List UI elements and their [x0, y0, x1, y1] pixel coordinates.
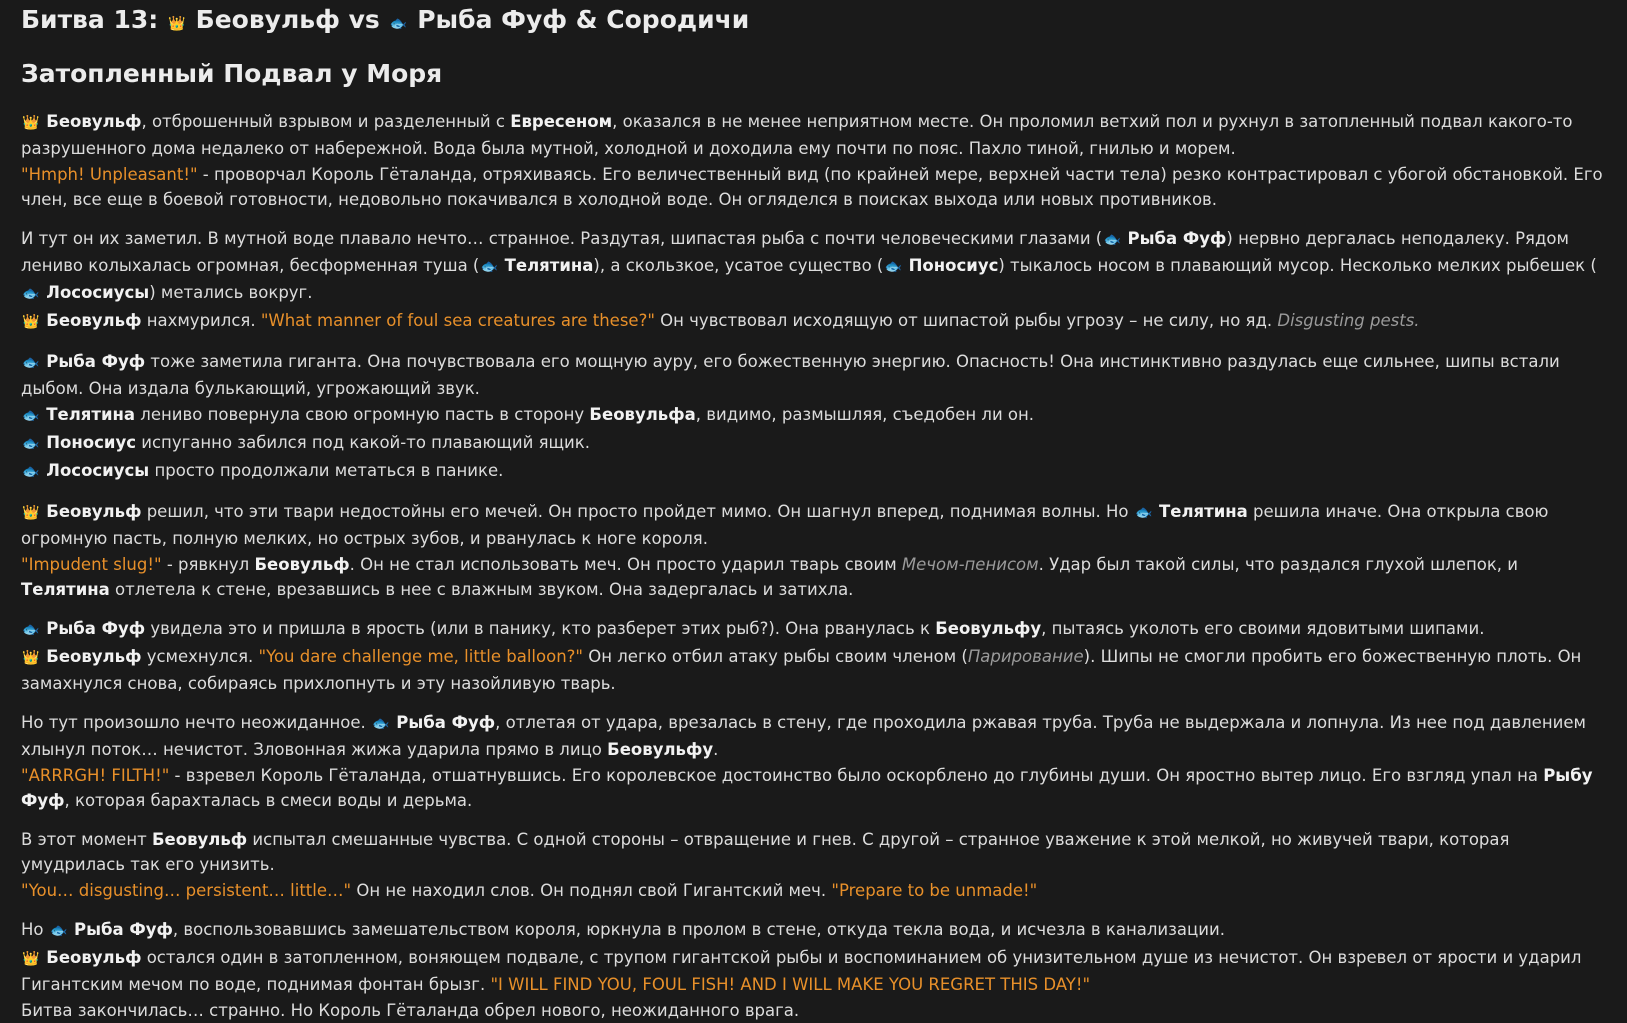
fish-icon: 🐟: [50, 923, 68, 939]
paragraph: 🐟 Поносиус испуганно забился под какой-то плавающий ящик.: [21, 430, 1607, 457]
crown-icon: 👑: [22, 314, 40, 330]
fish-icon: 🐟: [22, 464, 40, 480]
paragraph: 🐟 Телятина лениво повернула свою огромную пасть в сторону Беовульфа, видимо, размышляя, съедобен ли он.: [21, 402, 1607, 429]
paragraph: "Hmph! Unpleasant!" - проворчал Король Гёталанда, отряхиваясь. Его величественный вид (по крайней мере, верхней части тела) резко контрастировал с убогой обстановкой. Его член, все еще в боевой готовности, недовольно покачивался в холодной воде. Он огляделся в поисках выхода или новых противников.: [21, 165, 1603, 209]
fish-icon: 🐟: [480, 259, 499, 275]
paragraph: Битва закончилась… странно. Но Король Гёталанда обрел нового, неожиданного врага.: [21, 1001, 800, 1020]
paragraph: Но тут произошло нечто неожиданное. 🐟 Рыба Фуф, отлетая от удара, врезалась в стену, где проходила ржавая труба. Труба не выдержала и лопнула. Из нее под давлением хлынул поток… нечистот. Зловонная жижа ударила прямо в лицо Беовульфу.: [21, 713, 1586, 759]
paragraph: 🐟 Рыба Фуф тоже заметила гиганта. Она почувствовала его мощную ауру, его божественную энергию. Опасность! Она инстинктивно раздулась еще сильнее, шипы встали дыбом. Она издала булькающий, угрожающий звук.: [21, 352, 1560, 398]
crown-icon: 👑: [22, 650, 40, 666]
page-subtitle: Затопленный Подвал у Моря: [21, 59, 443, 88]
fish-icon: 🐟: [22, 436, 40, 452]
paragraph: 👑 Беовульф остался один в затопленном, воняющем подвале, с трупом гигантской рыбы и воспоминанием об унизительном душе из нечистот. Он взревел от ярости и ударил Гигантским мечом по воде, поднимая фонтан брызг. "I WILL FIND YOU, FOUL FISH! AND I WILL MAKE YOU REGRET THIS DAY!": [21, 948, 1582, 994]
paragraph: 👑 Беовульф нахмурился. "What manner of foul sea creatures are these?" Он чувствовал исходящую от шипастой рыбы угрозу – не силу, но яд. Disgusting pests.: [21, 308, 1607, 335]
fish-icon: 🐟: [884, 259, 903, 275]
fish-icon: 🐟: [389, 16, 408, 32]
paragraph: И тут он их заметил. В мутной воде плавало нечто… странное. Раздутая, шипастая рыба с почти человеческими глазами (🐟 Рыба Фуф) нервно дергалась неподалеку. Рядом лениво колыхалась огромная, бесформенная туша (🐟 Телятина), а скользкое, усатое существо (🐟 Поносиус) тыкалось носом в плавающий мусор. Несколько мелких рыбешек (🐟 Лососиусы) метались вокруг.: [21, 226, 1607, 307]
paragraph: 🐟 Рыба Фуф увидела это и пришла в ярость (или в панику, кто разберет этих рыб?). Она рванулась к Беовульфу, пытаясь уколоть его своими ядовитыми шипами.: [21, 616, 1607, 643]
fish-icon: 🐟: [22, 622, 40, 638]
paragraph: 🐟 Лососиусы просто продолжали метаться в панике.: [21, 458, 1607, 485]
fish-icon: 🐟: [372, 716, 390, 732]
paragraph: 👑 Беовульф, отброшенный взрывом и разделенный с Евресеном, оказался в не менее неприятном месте. Он проломил ветхий пол и рухнул в затопленный подвал какого-то разрушенного дома недалеко от набережной. Вода была мутной, холодной и доходила ему почти по пояс. Пахло тиной, гнилью и морем.: [21, 112, 1573, 158]
fish-icon: 🐟: [1135, 505, 1153, 521]
paragraph: "Impudent slug!" - рявкнул Беовульф. Он не стал использовать меч. Он просто ударил тварь своим Мечом-пенисом. Удар был такой силы, что раздался глухой шлепок, и Телятина отлетела к стене, врезавшись в нее с влажным звуком. Она задергалась и затихла.: [21, 555, 1519, 599]
paragraph: Но 🐟 Рыба Фуф, воспользовавшись замешательством короля, юркнула в пролом в стене, откуда текла вода, и исчезла в канализации.: [21, 917, 1607, 944]
page-title: Битва 13: 👑 Беовульф vs 🐟 Рыба Фуф & Сородичи: [21, 0, 1607, 41]
paragraph: В этот момент Беовульф испытал смешанные чувства. С одной стороны – отвращение и гнев. С другой – странное уважение к этой мелкой, но живучей твари, которая умудрилась так его унизить.: [21, 830, 1510, 874]
crown-icon: 👑: [22, 115, 40, 131]
crown-icon: 👑: [22, 505, 40, 521]
crown-icon: 👑: [22, 951, 40, 967]
fish-icon: 🐟: [22, 355, 40, 371]
paragraph: "ARRRGH! FILTH!" - взревел Король Гёталанда, отшатнувшись. Его королевское достоинство было оскорблено до глубины души. Он яростно вытер лицо. Его взгляд упал на Рыбу Фуф, которая барахталась в смеси воды и дерьма.: [21, 766, 1593, 810]
fish-icon: 🐟: [1103, 232, 1121, 248]
fish-icon: 🐟: [22, 408, 40, 424]
crown-icon: 👑: [168, 16, 186, 32]
paragraph: 👑 Беовульф решил, что эти твари недостойны его мечей. Он просто пройдет мимо. Он шагнул вперед, поднимая волны. Но 🐟 Телятина решила иначе. Она открыла свою огромную пасть, полную мелких, но острых зубов, и рванулась к ноге короля.: [21, 502, 1549, 548]
paragraph: 👑 Беовульф усмехнулся. "You dare challenge me, little balloon?" Он легко отбил атаку рыбы своим членом (Парирование). Шипы не смогли пробить его божественную плоть. Он замахнулся снова, собираясь прихлопнуть и эту назойливую тварь.: [21, 647, 1582, 693]
paragraph: "You… disgusting… persistent… little…" Он не находил слов. Он поднял свой Гигантский меч. "Prepare to be unmade!": [21, 881, 1038, 900]
fish-icon: 🐟: [22, 286, 40, 302]
